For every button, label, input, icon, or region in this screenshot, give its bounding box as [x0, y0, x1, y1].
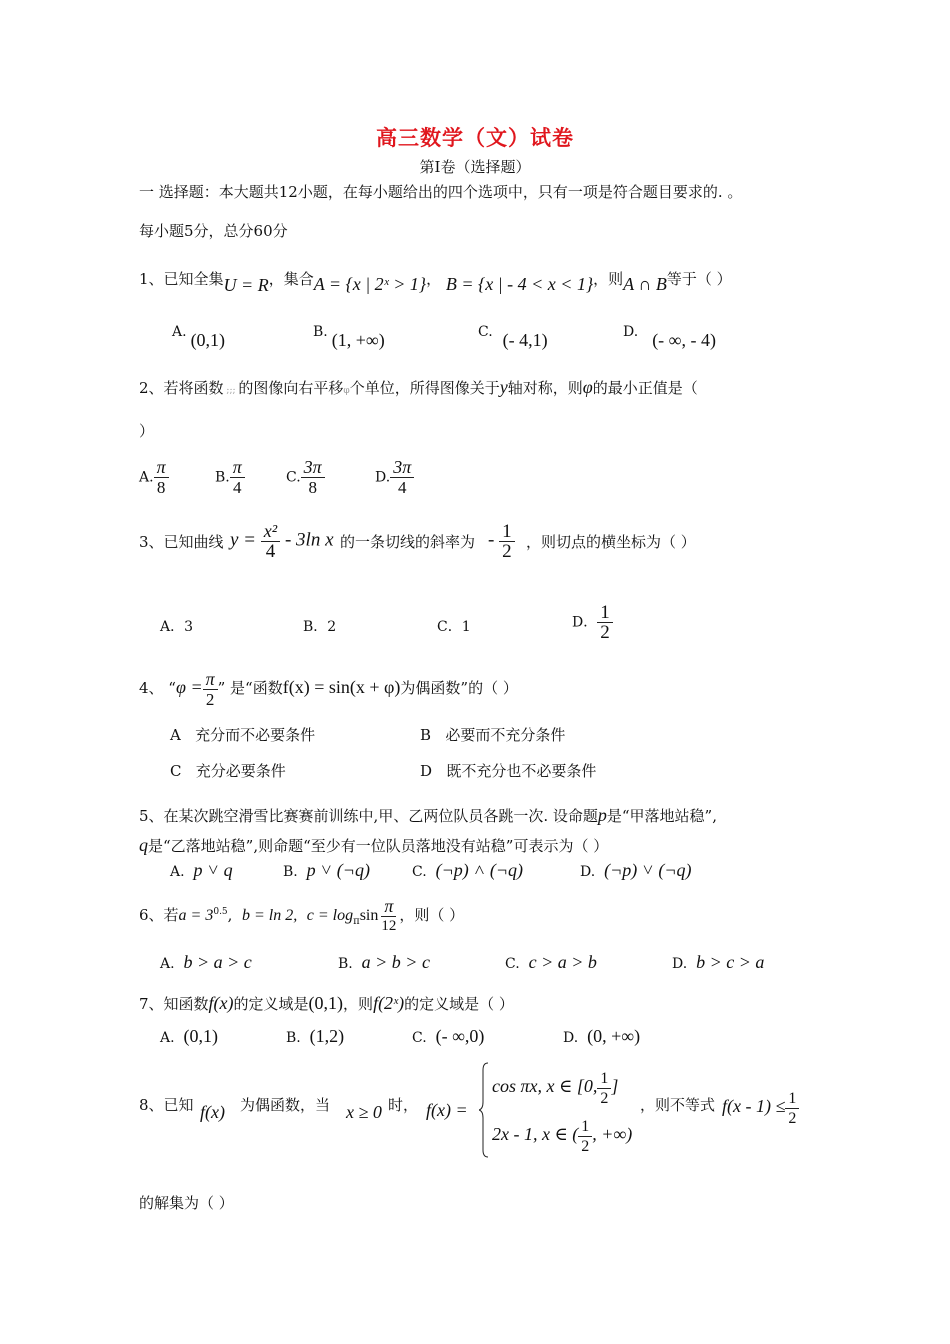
- option-denominator: 4: [397, 478, 407, 497]
- q5-text-c: 是“乙落地站稳”,则命题“至少有一位队员落地没有站稳”可表示为（ ）: [148, 837, 609, 855]
- q2-text-a: 2、若将函数: [139, 379, 224, 397]
- q3-curve-equation: [230, 522, 334, 561]
- option-value: (1,2): [309, 1026, 345, 1046]
- option-label: C.: [505, 956, 520, 972]
- q1-option-a[interactable]: [172, 320, 226, 350]
- option-denominator: 8: [156, 478, 166, 497]
- q8-inequality-num: 1: [785, 1089, 799, 1109]
- q6-math-c-base: π: [353, 916, 360, 927]
- option-label: A.: [160, 956, 175, 972]
- q3-text-a: 3、已知曲线: [139, 533, 224, 551]
- option-label: A: [170, 726, 181, 744]
- q3-slope-value: [488, 522, 515, 561]
- q7-text-d: 的定义域是（ ）: [404, 995, 514, 1013]
- q2-text-e: 的最小正值是（: [592, 379, 698, 397]
- q3-slope-numerator: 1: [499, 522, 515, 542]
- section-subtitle: 第I卷（选择题）: [419, 158, 531, 176]
- option-label: C: [170, 762, 182, 780]
- option-label: B.: [283, 864, 298, 880]
- option-label: C.: [286, 469, 301, 486]
- question-5-line-1: [139, 805, 717, 826]
- q3-option-b[interactable]: B．2: [303, 619, 337, 635]
- q1-text-a: 1、已知全集: [139, 270, 224, 288]
- question-4-stem: [139, 664, 518, 711]
- option-label: C.: [478, 324, 493, 340]
- q8-inequality-den: 2: [788, 1109, 797, 1127]
- q4-option-a[interactable]: [170, 725, 315, 745]
- q8-inequality: [722, 1086, 799, 1128]
- q3-stem-end: ，则切点的横坐标为（ ）: [526, 533, 696, 551]
- q4-frac-denominator: 2: [205, 689, 215, 709]
- q8-case-1: [492, 1068, 618, 1108]
- option-label: D.: [563, 1030, 579, 1046]
- q8-math-condition-text: x ≥ 0: [346, 1102, 382, 1122]
- option-value: (¬p) ˄ (¬q): [435, 860, 523, 880]
- q5-text-b: 是“甲落地站稳”,: [606, 807, 717, 825]
- option-value: (0, +∞): [587, 1026, 641, 1046]
- option-label: A.: [160, 1030, 175, 1046]
- option-label: C.: [412, 864, 427, 880]
- q3-slope-denominator: 2: [502, 541, 512, 562]
- q2-text-b: 的图像向右平移: [238, 379, 344, 397]
- q2-blurred-shift: φ: [343, 386, 350, 396]
- exam-title: 高三数学（文）试卷: [376, 126, 574, 150]
- q4-option-c[interactable]: [170, 761, 286, 781]
- q3-option-a[interactable]: A．3: [160, 619, 194, 635]
- option-value: (0,1): [190, 330, 226, 350]
- option-denominator: 4: [233, 478, 242, 497]
- option-text: 充分必要条件: [195, 762, 286, 780]
- q3-frac-numerator: x²: [261, 522, 280, 542]
- q4-math-function: f(x) = sin(x + φ): [282, 677, 401, 697]
- q5-option-a[interactable]: [170, 860, 233, 881]
- q1-math-intersection: A ∩ B: [623, 274, 667, 294]
- option-label: D: [420, 762, 433, 780]
- option-denominator: 2: [600, 622, 610, 643]
- q2-option-c[interactable]: [286, 458, 325, 497]
- q2-text-c: 个单位，所得图像关于: [349, 379, 500, 397]
- q4-text-a: 4、 “: [139, 679, 176, 697]
- question-5-line-2: [139, 835, 608, 856]
- q6-option-c[interactable]: [505, 952, 597, 973]
- piecewise-brace-icon: [479, 1062, 489, 1158]
- q8-inequality-lhs: f(x - 1) ≤: [722, 1096, 786, 1116]
- q8-math-fx-text: f(x) =: [426, 1100, 468, 1120]
- option-text: 充分而不必要条件: [195, 726, 316, 744]
- q4-option-b[interactable]: [420, 725, 565, 745]
- option-value: (- ∞,0): [435, 1026, 485, 1046]
- q7-option-b[interactable]: [286, 1026, 344, 1047]
- question-8-stem: [139, 1095, 194, 1115]
- option-value: a > b > c: [361, 952, 430, 972]
- option-value: (- 4,1): [502, 330, 548, 350]
- option-label: D.: [580, 864, 596, 880]
- q2-math-y: y: [499, 377, 508, 397]
- q6-option-b[interactable]: [338, 952, 430, 973]
- option-value: b > c > a: [696, 952, 765, 972]
- q8-text-a: 8、已知: [139, 1096, 194, 1114]
- q5-option-c[interactable]: [412, 860, 523, 881]
- q6-option-a[interactable]: [160, 952, 252, 973]
- q3-slope-sign: -: [488, 529, 495, 551]
- option-value: (1, +∞): [331, 330, 385, 350]
- q2-option-b[interactable]: [215, 458, 245, 497]
- question-7-stem: [139, 993, 514, 1014]
- q8-case-2: [492, 1116, 632, 1156]
- q2-math-phi: φ: [582, 377, 593, 397]
- q3-stem-continued: [340, 532, 475, 552]
- q8-case-2-num: 1: [578, 1117, 592, 1137]
- q6-math-a: a = 3: [178, 907, 214, 924]
- option-value: b > a > c: [183, 952, 252, 972]
- question-1-stem: [139, 268, 732, 295]
- q6-math-b: b = ln 2,: [241, 907, 298, 924]
- question-6-stem: 6、若$a = 3^{0.5}$, b = ln 2, $c = \log_\pi\sin$ $\frac{\pi}{12}$ ，则（ ）: [139, 895, 465, 934]
- q7-math-f2: f(2ˣ): [373, 993, 405, 1013]
- option-label: C.: [412, 1030, 427, 1046]
- option-label: B.: [313, 324, 328, 340]
- q3-text-b: 的一条切线的斜率为: [340, 533, 476, 551]
- q8-case-1-end: ]: [611, 1076, 619, 1096]
- q8-text-b: 为偶函数，当: [240, 1096, 331, 1114]
- q7-math-f: f(x): [208, 993, 234, 1013]
- q7-text-a: 7、知函数: [139, 995, 209, 1013]
- option-label: A.: [139, 469, 154, 486]
- q3-option-c[interactable]: C．1: [437, 619, 471, 635]
- q7-option-d[interactable]: [563, 1026, 640, 1047]
- q4-text-b: ” 是“函数: [217, 679, 283, 697]
- q6-text-a: 6、若: [139, 906, 179, 924]
- q8-stem-end: 的解集为（ ）: [139, 1194, 234, 1212]
- option-text: 必要而不充分条件: [445, 726, 566, 744]
- option-label: A.: [172, 324, 187, 340]
- option-label: B.: [286, 1030, 301, 1046]
- q1-option-d[interactable]: [623, 320, 716, 350]
- q2-closing-paren: ）: [139, 422, 155, 440]
- q7-math-domain: (0,1): [308, 993, 344, 1013]
- option-numerator: 1: [597, 603, 613, 623]
- q8-math-fx: [426, 1100, 468, 1121]
- q6-math-sin: sin: [359, 907, 379, 924]
- q7-option-c[interactable]: [412, 1026, 484, 1047]
- q4-frac-numerator: π: [203, 670, 218, 690]
- q1-text-b: ，集合: [268, 270, 314, 288]
- q6-option-d[interactable]: [672, 952, 764, 973]
- question-3-stem: [139, 532, 224, 552]
- option-value: (¬p) ˅ (¬q): [604, 860, 692, 880]
- option-numerator: π: [154, 458, 169, 478]
- q1-math-set-a: A = {x | 2ˣ > 1}: [313, 274, 427, 294]
- option-label: D.: [375, 469, 391, 486]
- q4-option-d[interactable]: [420, 761, 596, 781]
- q6-math-a-exponent: 0.5: [213, 907, 228, 917]
- q5-option-d[interactable]: [580, 860, 692, 881]
- q8-case-2-den: 2: [581, 1137, 590, 1155]
- q5-text-a: 5、在某次跳空滑雪比赛赛前训练中,甲、乙两位队员各跳一次. 设命题: [139, 807, 598, 825]
- q8-case-1-num: 1: [597, 1069, 611, 1089]
- q6-frac-denominator: 12: [381, 917, 397, 934]
- q8-math-f-text: f(x): [200, 1102, 225, 1122]
- option-value: c > a > b: [528, 952, 597, 972]
- q1-option-c[interactable]: [478, 320, 548, 350]
- option-value: p ˅ q: [193, 860, 233, 880]
- q7-text-b: 的定义域是: [233, 995, 309, 1013]
- q5-math-p: p: [597, 805, 607, 825]
- q2-text-d: 轴对称，则: [507, 379, 583, 397]
- option-numerator: 3π: [301, 458, 325, 478]
- q6-math-c: c = log: [306, 907, 354, 924]
- q8-case-2-expr: 2x - 1, x ∈ (: [492, 1124, 579, 1144]
- option-label: D.: [623, 324, 639, 340]
- question-2-stem: [139, 377, 698, 401]
- q1-text-e: 等于（ ）: [666, 270, 732, 288]
- option-label: B.: [215, 469, 230, 486]
- option-denominator: 8: [308, 478, 317, 497]
- option-label: D.: [672, 956, 688, 972]
- option-numerator: π: [230, 458, 245, 478]
- option-label: A.: [170, 864, 185, 880]
- q6-text-b: ，则（ ）: [399, 906, 465, 924]
- option-value: (0,1): [183, 1026, 218, 1046]
- instructions-line-2: 每小题5分，总分60分: [139, 222, 288, 240]
- q2-option-a[interactable]: [139, 458, 169, 497]
- option-label: D．: [572, 614, 598, 631]
- q3-frac-denominator: 4: [265, 541, 276, 562]
- instructions-line-1: 一 选择题：本大题共12小题，在每小题给出的四个选项中，只有一项是符合题目要求的. 。: [139, 183, 743, 201]
- q1-option-b[interactable]: [313, 320, 385, 350]
- q7-option-a[interactable]: [160, 1026, 218, 1047]
- q8-case-2-end: , +∞): [592, 1124, 633, 1144]
- q3-math-rest: - 3ln x: [284, 529, 334, 551]
- q6-frac-numerator: π: [381, 897, 396, 917]
- q1-text-c: ，: [426, 270, 442, 288]
- q8-case-1-den: 2: [600, 1089, 609, 1107]
- q8-text-d: ，则不等式: [640, 1096, 716, 1114]
- q3-math-lhs: y =: [230, 529, 257, 551]
- q3-option-d[interactable]: [572, 603, 613, 642]
- q5-math-q: q: [139, 835, 148, 855]
- q4-math-phi: φ =: [175, 677, 203, 697]
- q2-option-d[interactable]: [375, 458, 414, 497]
- q8-math-condition: [346, 1102, 382, 1123]
- option-numerator: 3π: [390, 458, 414, 478]
- option-label: B.: [338, 956, 353, 972]
- option-label: B: [420, 726, 432, 744]
- q7-text-c: ，则: [343, 995, 374, 1013]
- option-value: p ˅ (¬q): [306, 860, 370, 880]
- q4-text-c: 为偶函数”的（ ）: [400, 679, 518, 697]
- q1-text-d: ，则: [593, 270, 624, 288]
- option-text: 既不充分也不必要条件: [446, 762, 597, 780]
- q8-text-c: 时，: [388, 1096, 419, 1114]
- option-value: (- ∞, - 4): [652, 330, 716, 350]
- q5-option-b[interactable]: [283, 860, 370, 881]
- q1-math-set-b: B = {x | - 4 < x < 1}: [445, 274, 594, 294]
- q1-math-universal-set: U = R: [223, 275, 269, 295]
- q8-case-1-expr: cos πx, x ∈ [0,: [492, 1076, 598, 1096]
- q8-math-f: [200, 1102, 225, 1123]
- q2-blurred-function: ;;;: [223, 386, 239, 396]
